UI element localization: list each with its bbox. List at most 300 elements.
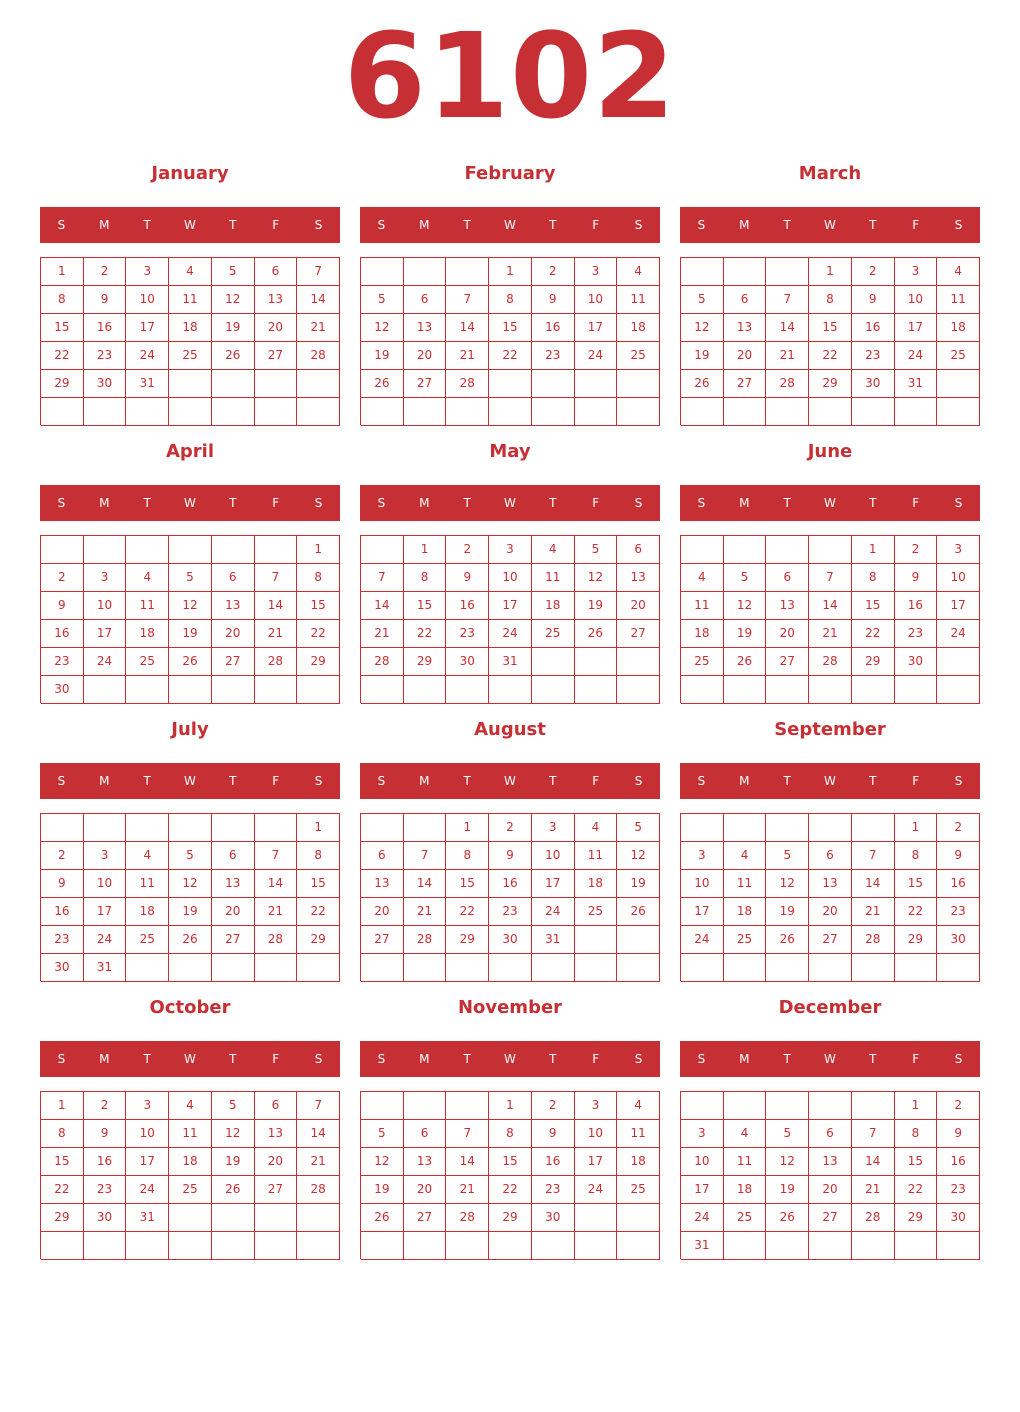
empty-day-cell (617, 926, 660, 954)
month-name: August (474, 719, 546, 740)
empty-day-cell (297, 1232, 340, 1260)
day-cell: 25 (169, 1176, 212, 1204)
weekday-label: T (549, 774, 557, 788)
weekday-label: S (314, 218, 323, 232)
day-cell: 25 (724, 926, 767, 954)
empty-day-cell (169, 536, 212, 564)
empty-day-cell (575, 926, 618, 954)
day-cell: 10 (575, 1120, 618, 1148)
day-cell: 21 (255, 620, 298, 648)
empty-day-cell (724, 814, 767, 842)
empty-day-cell (766, 536, 809, 564)
day-cell: 28 (852, 926, 895, 954)
weekday-label: S (57, 496, 66, 510)
weekday-label: S (377, 496, 386, 510)
empty-day-cell (575, 648, 618, 676)
day-cell: 7 (446, 286, 489, 314)
day-cell: 15 (446, 870, 489, 898)
day-cell: 7 (766, 286, 809, 314)
day-cell: 5 (212, 1092, 255, 1120)
day-cell: 14 (297, 1120, 340, 1148)
day-cell: 19 (766, 898, 809, 926)
day-cell: 19 (681, 342, 724, 370)
day-cell: 6 (724, 286, 767, 314)
day-cell: 9 (41, 592, 84, 620)
weekday-label: S (697, 496, 706, 510)
empty-day-cell (852, 398, 895, 426)
empty-day-cell (404, 1232, 447, 1260)
day-cell: 8 (895, 842, 938, 870)
day-cell: 27 (809, 926, 852, 954)
month-name: April (165, 441, 215, 462)
day-cell: 16 (937, 870, 980, 898)
weekday-label: M (99, 1052, 110, 1066)
empty-day-cell (724, 1092, 767, 1120)
empty-day-cell (212, 954, 255, 982)
weekday-label: F (272, 1052, 280, 1066)
day-cell: 17 (84, 898, 127, 926)
empty-day-cell (617, 954, 660, 982)
day-cell: 22 (895, 898, 938, 926)
day-cell: 25 (532, 620, 575, 648)
day-cell: 28 (297, 342, 340, 370)
day-cell: 27 (724, 370, 767, 398)
day-cell: 18 (126, 620, 169, 648)
weekday-label: M (739, 1052, 750, 1066)
day-cell: 1 (41, 1092, 84, 1120)
empty-day-cell (255, 1204, 298, 1232)
day-grid (40, 1091, 340, 1259)
month-name: October (149, 997, 231, 1018)
day-cell: 7 (297, 258, 340, 286)
day-cell: 15 (489, 1148, 532, 1176)
day-cell: 25 (681, 648, 724, 676)
weekday-header (680, 485, 980, 521)
weekday-label: S (954, 1052, 963, 1066)
empty-day-cell (41, 536, 84, 564)
day-cell: 23 (895, 620, 938, 648)
empty-day-cell (852, 954, 895, 982)
weekday-label: T (869, 774, 877, 788)
day-cell: 23 (446, 620, 489, 648)
day-cell: 27 (617, 620, 660, 648)
empty-day-cell (937, 648, 980, 676)
weekday-label: M (419, 496, 430, 510)
day-cell: 29 (297, 648, 340, 676)
day-cell: 3 (681, 1120, 724, 1148)
weekday-label: T (783, 218, 791, 232)
weekday-label: S (634, 496, 643, 510)
month-name: February (464, 163, 556, 184)
day-cell: 14 (852, 1148, 895, 1176)
empty-day-cell (575, 370, 618, 398)
day-cell: 9 (41, 870, 84, 898)
day-cell: 14 (446, 1148, 489, 1176)
day-cell: 30 (41, 676, 84, 704)
empty-day-cell (532, 676, 575, 704)
weekday-header (360, 763, 660, 799)
day-cell: 27 (361, 926, 404, 954)
day-cell: 11 (169, 286, 212, 314)
weekday-label: F (592, 496, 600, 510)
day-cell: 13 (766, 592, 809, 620)
weekday-label: F (912, 1052, 920, 1066)
month-name: March (798, 163, 862, 184)
weekday-label: S (377, 1052, 386, 1066)
empty-day-cell (681, 398, 724, 426)
day-cell: 22 (489, 342, 532, 370)
day-cell: 16 (41, 620, 84, 648)
day-cell: 16 (532, 1148, 575, 1176)
day-cell: 11 (575, 842, 618, 870)
empty-day-cell (446, 676, 489, 704)
day-cell: 7 (809, 564, 852, 592)
day-cell: 1 (404, 536, 447, 564)
day-cell: 29 (809, 370, 852, 398)
weekday-label: T (463, 496, 471, 510)
day-cell: 6 (617, 536, 660, 564)
empty-day-cell (895, 1232, 938, 1260)
weekday-label: W (824, 496, 836, 510)
day-cell: 15 (895, 1148, 938, 1176)
weekday-label: F (272, 496, 280, 510)
day-cell: 1 (489, 1092, 532, 1120)
day-cell: 14 (852, 870, 895, 898)
empty-day-cell (169, 1204, 212, 1232)
empty-day-cell (255, 370, 298, 398)
day-cell: 23 (532, 1176, 575, 1204)
day-cell: 30 (852, 370, 895, 398)
day-cell: 12 (724, 592, 767, 620)
day-cell: 9 (895, 564, 938, 592)
day-cell: 8 (489, 1120, 532, 1148)
day-cell: 22 (404, 620, 447, 648)
day-cell: 22 (41, 1176, 84, 1204)
day-cell: 17 (575, 314, 618, 342)
day-cell: 30 (84, 1204, 127, 1232)
day-cell: 22 (489, 1176, 532, 1204)
day-cell: 5 (361, 286, 404, 314)
weekday-label: W (824, 218, 836, 232)
weekday-header (40, 1041, 340, 1077)
weekday-label: S (634, 1052, 643, 1066)
empty-day-cell (575, 398, 618, 426)
empty-day-cell (532, 1232, 575, 1260)
day-cell: 18 (532, 592, 575, 620)
day-cell: 13 (809, 1148, 852, 1176)
weekday-label: T (549, 218, 557, 232)
weekday-header (360, 485, 660, 521)
day-cell: 26 (724, 648, 767, 676)
day-cell: 16 (446, 592, 489, 620)
empty-day-cell (169, 814, 212, 842)
day-cell: 11 (681, 592, 724, 620)
day-cell: 28 (766, 370, 809, 398)
empty-day-cell (126, 398, 169, 426)
day-cell: 22 (297, 620, 340, 648)
day-cell: 6 (404, 286, 447, 314)
weekday-label: F (912, 218, 920, 232)
day-cell: 2 (937, 1092, 980, 1120)
day-cell: 1 (852, 536, 895, 564)
empty-day-cell (766, 676, 809, 704)
empty-day-cell (575, 1204, 618, 1232)
day-cell: 4 (617, 1092, 660, 1120)
day-cell: 2 (532, 1092, 575, 1120)
day-cell: 20 (404, 342, 447, 370)
empty-day-cell (297, 1204, 340, 1232)
day-cell: 10 (84, 592, 127, 620)
weekday-label: W (824, 1052, 836, 1066)
day-cell: 9 (852, 286, 895, 314)
day-cell: 26 (212, 342, 255, 370)
day-grid (40, 257, 340, 425)
day-cell: 7 (852, 1120, 895, 1148)
empty-day-cell (766, 398, 809, 426)
day-cell: 27 (766, 648, 809, 676)
day-cell: 26 (617, 898, 660, 926)
day-cell: 31 (126, 370, 169, 398)
day-cell: 23 (532, 342, 575, 370)
day-grid (680, 535, 980, 703)
weekday-header (360, 207, 660, 243)
weekday-label: M (419, 1052, 430, 1066)
day-cell: 16 (84, 1148, 127, 1176)
weekday-label: T (869, 496, 877, 510)
day-cell: 10 (681, 870, 724, 898)
weekday-header (680, 1041, 980, 1077)
empty-day-cell (809, 954, 852, 982)
day-cell: 28 (852, 1204, 895, 1232)
empty-day-cell (809, 814, 852, 842)
day-cell: 2 (41, 842, 84, 870)
day-cell: 11 (126, 592, 169, 620)
day-cell: 16 (852, 314, 895, 342)
day-cell: 20 (766, 620, 809, 648)
day-cell: 3 (895, 258, 938, 286)
day-cell: 27 (212, 648, 255, 676)
day-cell: 30 (84, 370, 127, 398)
day-cell: 27 (404, 1204, 447, 1232)
day-cell: 7 (361, 564, 404, 592)
empty-day-cell (361, 1092, 404, 1120)
day-cell: 14 (255, 870, 298, 898)
day-cell: 21 (255, 898, 298, 926)
weekday-label: F (272, 218, 280, 232)
weekday-label: W (504, 218, 516, 232)
day-cell: 14 (446, 314, 489, 342)
empty-day-cell (212, 398, 255, 426)
empty-day-cell (446, 954, 489, 982)
day-cell: 19 (212, 1148, 255, 1176)
day-cell: 26 (766, 926, 809, 954)
day-cell: 21 (446, 342, 489, 370)
day-cell: 13 (617, 564, 660, 592)
empty-day-cell (404, 954, 447, 982)
empty-day-cell (212, 536, 255, 564)
day-cell: 4 (126, 842, 169, 870)
day-cell: 21 (446, 1176, 489, 1204)
day-cell: 16 (84, 314, 127, 342)
weekday-label: M (99, 496, 110, 510)
day-cell: 31 (681, 1232, 724, 1260)
day-cell: 4 (169, 258, 212, 286)
empty-day-cell (766, 1232, 809, 1260)
empty-day-cell (404, 1092, 447, 1120)
weekday-label: T (463, 774, 471, 788)
day-cell: 24 (681, 1204, 724, 1232)
day-cell: 28 (255, 926, 298, 954)
empty-day-cell (84, 1232, 127, 1260)
weekday-label: T (229, 1052, 237, 1066)
weekday-label: S (57, 1052, 66, 1066)
empty-day-cell (809, 1092, 852, 1120)
weekday-label: T (229, 774, 237, 788)
day-cell: 10 (84, 870, 127, 898)
month-name: December (778, 997, 882, 1018)
empty-day-cell (212, 676, 255, 704)
day-cell: 8 (404, 564, 447, 592)
day-cell: 23 (41, 926, 84, 954)
day-cell: 2 (84, 1092, 127, 1120)
empty-day-cell (809, 676, 852, 704)
day-cell: 3 (532, 814, 575, 842)
day-cell: 5 (681, 286, 724, 314)
day-cell: 23 (84, 1176, 127, 1204)
weekday-label: W (504, 496, 516, 510)
empty-day-cell (361, 1232, 404, 1260)
weekday-label: F (912, 496, 920, 510)
empty-day-cell (169, 676, 212, 704)
day-cell: 18 (617, 1148, 660, 1176)
weekday-label: T (783, 774, 791, 788)
day-cell: 15 (489, 314, 532, 342)
day-cell: 6 (212, 842, 255, 870)
weekday-label: M (739, 496, 750, 510)
day-cell: 20 (212, 898, 255, 926)
day-cell: 7 (297, 1092, 340, 1120)
day-cell: 7 (852, 842, 895, 870)
day-cell: 29 (404, 648, 447, 676)
empty-day-cell (617, 370, 660, 398)
day-cell: 3 (575, 258, 618, 286)
day-cell: 14 (297, 286, 340, 314)
day-cell: 17 (681, 1176, 724, 1204)
day-cell: 6 (809, 842, 852, 870)
day-cell: 18 (724, 898, 767, 926)
empty-day-cell (895, 954, 938, 982)
month-name: November (457, 997, 563, 1018)
weekday-label: W (504, 1052, 516, 1066)
year-title: 6102 (343, 7, 677, 145)
day-cell: 5 (766, 1120, 809, 1148)
day-cell: 6 (404, 1120, 447, 1148)
empty-day-cell (575, 676, 618, 704)
empty-day-cell (41, 814, 84, 842)
empty-day-cell (446, 398, 489, 426)
day-cell: 4 (532, 536, 575, 564)
weekday-header (680, 207, 980, 243)
empty-day-cell (724, 1232, 767, 1260)
day-cell: 21 (852, 898, 895, 926)
day-cell: 26 (361, 370, 404, 398)
day-cell: 24 (575, 342, 618, 370)
day-cell: 20 (724, 342, 767, 370)
day-cell: 16 (41, 898, 84, 926)
month-name: July (171, 719, 209, 740)
empty-day-cell (681, 676, 724, 704)
empty-day-cell (724, 258, 767, 286)
day-cell: 15 (895, 870, 938, 898)
day-grid (360, 813, 660, 981)
day-cell: 25 (575, 898, 618, 926)
day-cell: 28 (446, 1204, 489, 1232)
day-cell: 11 (724, 1148, 767, 1176)
day-cell: 25 (937, 342, 980, 370)
day-cell: 22 (446, 898, 489, 926)
day-cell: 15 (297, 870, 340, 898)
day-grid (680, 257, 980, 425)
day-cell: 17 (489, 592, 532, 620)
day-cell: 30 (446, 648, 489, 676)
day-cell: 18 (169, 1148, 212, 1176)
empty-day-cell (84, 676, 127, 704)
day-cell: 26 (361, 1204, 404, 1232)
day-cell: 11 (169, 1120, 212, 1148)
empty-day-cell (297, 398, 340, 426)
day-cell: 14 (255, 592, 298, 620)
empty-day-cell (617, 648, 660, 676)
day-cell: 8 (446, 842, 489, 870)
day-cell: 15 (41, 314, 84, 342)
day-cell: 10 (126, 1120, 169, 1148)
empty-day-cell (446, 1232, 489, 1260)
day-cell: 15 (297, 592, 340, 620)
day-cell: 12 (681, 314, 724, 342)
weekday-label: S (697, 1052, 706, 1066)
day-cell: 21 (297, 1148, 340, 1176)
day-cell: 19 (575, 592, 618, 620)
day-cell: 30 (895, 648, 938, 676)
weekday-label: T (463, 218, 471, 232)
day-cell: 29 (446, 926, 489, 954)
day-cell: 3 (84, 842, 127, 870)
day-cell: 23 (937, 1176, 980, 1204)
weekday-label: T (869, 218, 877, 232)
day-cell: 11 (126, 870, 169, 898)
day-cell: 17 (895, 314, 938, 342)
day-cell: 16 (937, 1148, 980, 1176)
empty-day-cell (361, 814, 404, 842)
empty-day-cell (41, 1232, 84, 1260)
day-cell: 11 (724, 870, 767, 898)
day-cell: 2 (84, 258, 127, 286)
day-cell: 4 (724, 1120, 767, 1148)
empty-day-cell (766, 814, 809, 842)
day-cell: 19 (169, 620, 212, 648)
day-cell: 13 (212, 870, 255, 898)
day-cell: 20 (255, 1148, 298, 1176)
month-name: May (489, 441, 531, 462)
day-cell: 10 (126, 286, 169, 314)
day-cell: 30 (937, 926, 980, 954)
day-cell: 24 (84, 926, 127, 954)
day-cell: 6 (255, 258, 298, 286)
day-cell: 17 (126, 314, 169, 342)
empty-day-cell (404, 398, 447, 426)
empty-day-cell (489, 676, 532, 704)
weekday-label: F (592, 774, 600, 788)
